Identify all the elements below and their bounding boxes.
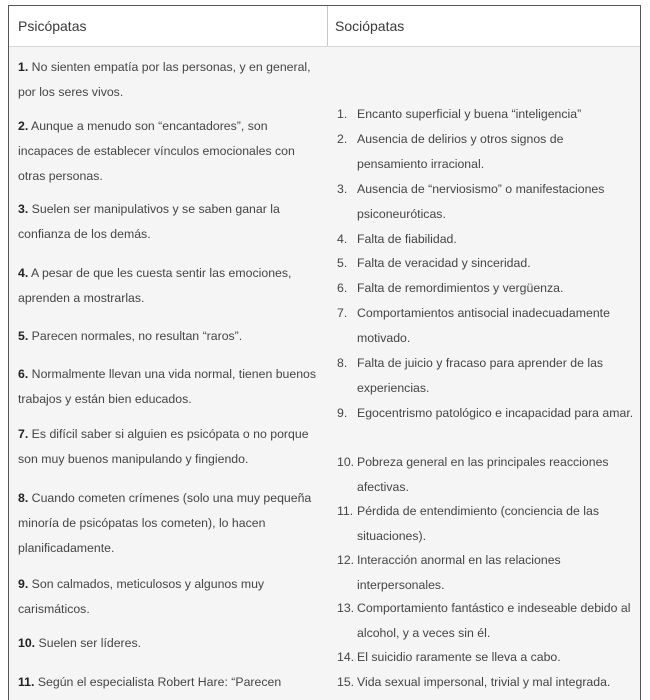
list-item: 4. Falta de fiabilidad. bbox=[337, 232, 457, 246]
list-item: 11. Pérdida de entendimiento (conciencia de las situaciones). bbox=[337, 504, 599, 543]
comparison-table bbox=[8, 5, 641, 700]
list-item: 8. Falta de juicio y fracaso para aprender de las experiencias. bbox=[337, 356, 604, 395]
list-item: 2. Aunque a menudo son “encantadores”, son incapaces de establecer vínculos emocionales con otras personas. bbox=[18, 119, 295, 183]
list-item: 8. Cuando cometen crímenes (solo una muy pequeña minoría de psicópatas los cometen), lo hacen planificadamente. bbox=[18, 491, 312, 555]
list-item: 12. Interacción anormal en las relaciones interpersonales. bbox=[337, 553, 561, 592]
list-item: 13. Comportamiento fantástico e indeseable debido al alcohol, y a veces sin él. bbox=[337, 601, 631, 640]
list-item: 5. Falta de veracidad y sinceridad. bbox=[337, 256, 531, 270]
list-item: 3. Suelen ser manipulativos y se saben ganar la confianza de los demás. bbox=[18, 202, 280, 241]
list-item: 15. Vida sexual impersonal, trivial y mal integrada. bbox=[337, 675, 611, 689]
list-item: 14. El suicidio raramente se lleva a cabo. bbox=[337, 650, 561, 664]
list-item: 7. Comportamientos antisocial inadecuadamente motivado. bbox=[337, 306, 610, 345]
list-item: 10. Suelen ser líderes. bbox=[18, 636, 142, 650]
list-item: 3. Ausencia de “nerviosismo” o manifestaciones psiconeuróticas. bbox=[337, 182, 605, 221]
header-divider bbox=[327, 6, 328, 46]
list-item: 9. Egocentrismo patológico e incapacidad para amar. bbox=[337, 406, 634, 420]
list-item: 6. Falta de remordimientos y vergüenza. bbox=[337, 281, 564, 295]
header-sociopatas: Sociópatas bbox=[335, 18, 405, 34]
table-header bbox=[9, 6, 640, 47]
list-item: 1. No sienten empatía por las personas, y en general, por los seres vivos. bbox=[18, 60, 311, 99]
list-item: 4. A pesar de que les cuesta sentir las emociones, aprenden a mostrarlas. bbox=[18, 266, 292, 305]
list-item: 2. Ausencia de delirios y otros signos de pensamiento irracional. bbox=[337, 132, 564, 171]
header-psicopatas: Psicópatas bbox=[18, 18, 87, 34]
list-item: 10. Pobreza general en las principales reacciones afectivas. bbox=[337, 455, 609, 494]
list-item: 1. Encanto superficial y buena “inteligencia” bbox=[337, 107, 582, 121]
table-body bbox=[9, 47, 640, 700]
list-item: 7. Es difícil saber si alguien es psicópata o no porque son muy buenos manipulando y fingiendo. bbox=[18, 427, 309, 466]
list-item: 9. Son calmados, meticulosos y algunos muy carismáticos. bbox=[18, 577, 265, 616]
list-item: 11. Según el especialista Robert Hare: “Parecen bbox=[18, 675, 282, 689]
list-item: 5. Parecen normales, no resultan “raros”. bbox=[18, 329, 243, 343]
list-item: 6. Normalmente llevan una vida normal, tienen buenos trabajos y están bien educados. bbox=[18, 367, 317, 406]
